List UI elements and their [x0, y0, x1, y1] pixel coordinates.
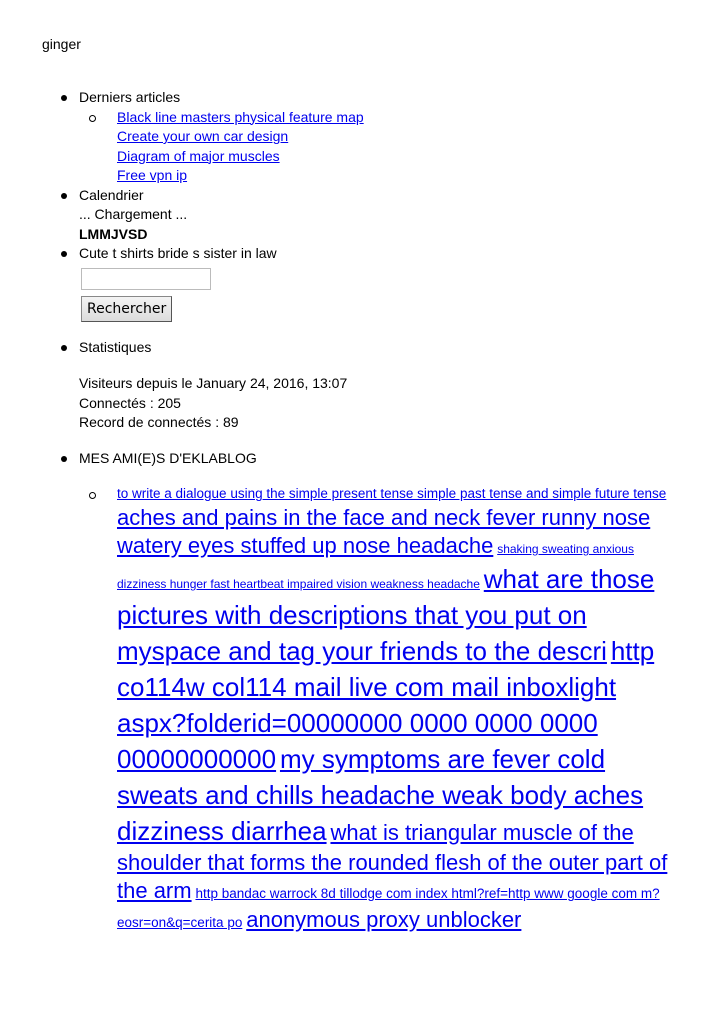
site-title: ginger [42, 36, 81, 52]
recent-post-link[interactable]: Diagram of major muscles [117, 147, 280, 164]
connected-record: Record de connectés : 89 [79, 414, 239, 430]
friend-link[interactable]: http bandac warrock 8d tillodge com index html?ref=http www google com m?eosr=on&q=cerita po [117, 886, 660, 930]
friend-link[interactable]: anonymous proxy unblocker [246, 906, 522, 932]
list-item [79, 147, 700, 167]
connected-count: Connectés : 205 [79, 394, 181, 411]
bullet-icon [61, 251, 67, 257]
widget-search [0, 244, 700, 322]
calendar-heading: Calendrier [79, 186, 144, 203]
bullet-icon [61, 193, 67, 199]
widget-recent-posts [0, 88, 700, 186]
statistics-body [79, 374, 700, 433]
widget-statistics [0, 338, 700, 433]
widget-calendar [0, 186, 700, 245]
friend-link[interactable]: what are those pictures with descriptions that you put on myspace and tag your friends to the descri [117, 563, 655, 666]
recent-posts-heading: Derniers articles [79, 89, 181, 105]
calendar-loading: ... Chargement ... [79, 206, 188, 222]
search-input[interactable] [81, 268, 211, 290]
friend-link[interactable]: my symptoms are fever cold sweats and chills headache weak body aches dizziness diarrhea [117, 743, 644, 846]
bullet-icon [61, 345, 67, 351]
list-item [79, 166, 700, 186]
friend-link[interactable]: aches and pains in the face and neck fever runny nose watery eyes stuffed up nose headache [117, 504, 651, 559]
friends-link-cloud [79, 484, 700, 934]
friend-link[interactable]: what is triangular muscle of the shoulder that forms the rounded flesh of the outer part of the arm [117, 819, 668, 904]
search-button[interactable]: Rechercher [81, 296, 172, 322]
list-item [79, 108, 700, 128]
calendar-days: LMMJVSD [79, 225, 148, 242]
friends-heading: MES AMI(E)S D'EKLABLOG [79, 449, 257, 466]
recent-post-link[interactable]: Free vpn ip [117, 167, 188, 183]
friend-link[interactable]: http co114w col114 mail live com mail inboxlight aspx?folderid=00000000 0000 0000 0000 00000000000 [117, 635, 655, 774]
circle-bullet-icon [89, 115, 96, 122]
friend-link[interactable]: to write a dialogue using the simple present tense simple past tense and simple future tense [117, 486, 667, 501]
list-item [79, 127, 700, 147]
circle-bullet-icon [89, 492, 96, 499]
sidebar-widgets [0, 88, 700, 934]
bullet-icon [61, 456, 67, 462]
friend-link[interactable]: shaking sweating anxious dizziness hunger fast heartbeat impaired vision weakness headache [117, 542, 634, 591]
recent-posts-list [79, 108, 700, 186]
recent-post-link[interactable]: Black line masters physical feature map [117, 108, 364, 125]
search-heading: Cute t shirts bride s sister in law [79, 245, 277, 261]
recent-post-link[interactable]: Create your own car design [117, 128, 289, 144]
widget-friends [0, 449, 700, 935]
list-item [79, 484, 683, 934]
bullet-icon [61, 95, 67, 101]
statistics-heading: Statistiques [79, 338, 152, 355]
visitors-since: Visiteurs depuis le January 24, 2016, 13:07 [79, 375, 348, 391]
